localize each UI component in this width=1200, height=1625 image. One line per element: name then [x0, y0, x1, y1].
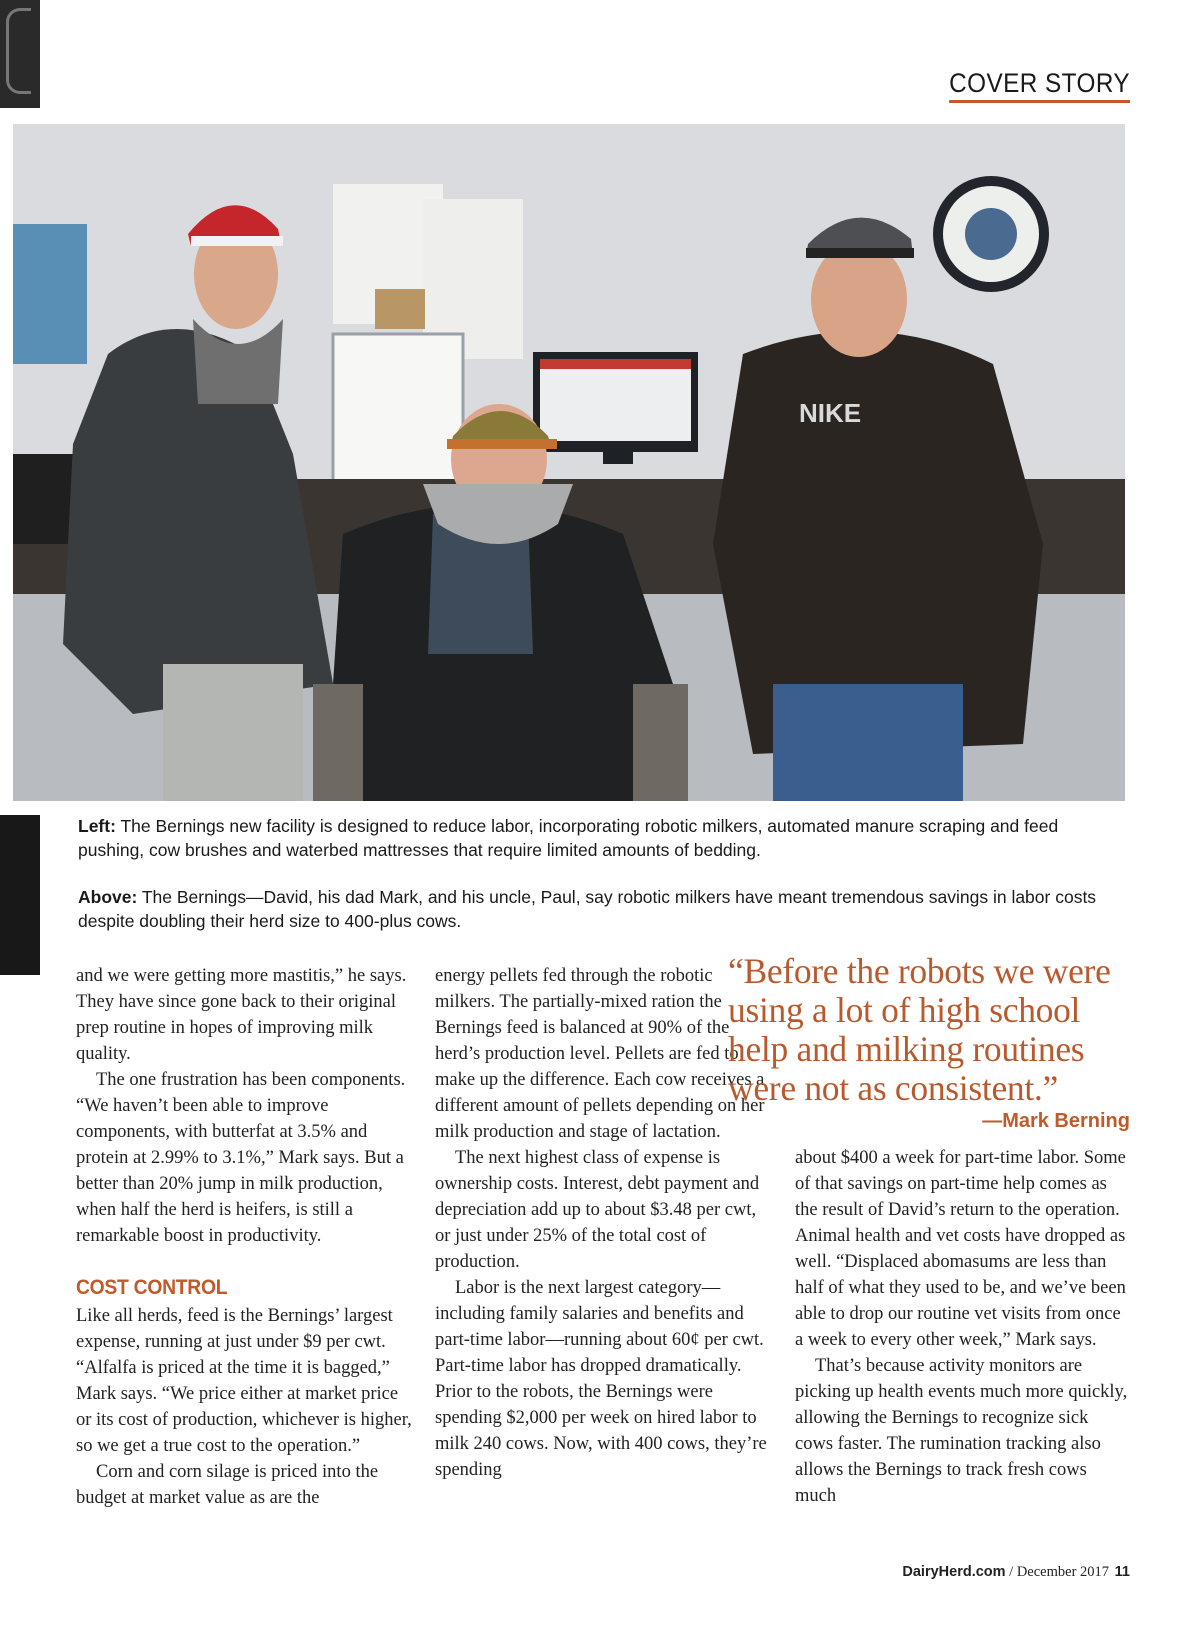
caption-left	[78, 814, 1128, 862]
paragraph: Corn and corn silage is priced into the budget at market value as are the	[76, 1462, 379, 1508]
svg-text:NIKE: NIKE	[799, 398, 862, 428]
caption-above	[78, 885, 1128, 933]
subhead-cost-control: COST CONTROL	[76, 1276, 228, 1299]
caption-above-text: The Bernings—David, his dad Mark, and his uncle, Paul, say robotic milkers have meant tremendous savings in labor costs despite doubling their herd size to 400-plus cows.	[78, 887, 1097, 931]
pull-quote-attribution: —Mark Berning	[982, 1110, 1130, 1132]
paragraph: Labor is the next largest category—including family salaries and benefits and part-time labor—running about 60¢ per cwt. Part-time labor has dropped dramatically. Prior to the robots, the Bernings were spending $2,000 per week on hired labor to milk 240 cows. Now, with 400 cows, they’re spending	[435, 1278, 767, 1480]
caption-above-lead: Above:	[78, 887, 138, 907]
photo-captions	[78, 814, 1128, 956]
paragraph: The one frustration has been components. “We haven’t been able to improve components, with butterfat at 3.5% and protein at 2.99% to 3.1%,” Mark says. But a better than 20% jump in milk production, when half the herd is heifers, is still a remarkable boost in productivity.	[76, 1070, 406, 1246]
body-column-2	[435, 963, 770, 1483]
caption-left-text: The Bernings new facility is designed to reduce labor, incorporating robotic milkers, automated manure scraping and feed pushing, cow brushes and waterbed mattresses that require limited amounts of bedding.	[78, 816, 1059, 860]
spread-edge-photo-top	[0, 0, 40, 108]
paragraph: That’s because activity monitors are picking up health events much more quickly, allowing the Bernings to recognize sick cows faster. The rumination tracking also allows the Bernings to track fresh cows much	[795, 1356, 1128, 1506]
body-column-1	[76, 963, 416, 1511]
pull-quote: “Before the robots we were using a lot of high school help and milking routines were not as consistent.”	[728, 951, 1111, 1108]
spread-edge-photo-side	[0, 815, 40, 975]
body-column-3	[795, 1145, 1130, 1509]
paragraph: energy pellets fed through the robotic milkers. The partially-mixed ration the Bernings feed is balanced at 90% of the herd’s production level. Pellets are fed to make up the difference. Each cow receives a different amount of pellets depending on her milk production and stage of lactation.	[435, 966, 765, 1142]
paragraph: about $400 a week for part-time labor. Some of that savings on part-time help comes as the result of David’s return to the operation. Animal health and vet costs have dropped as well. “Displaced abomasums are less than half of what they used to be, and we’ve been able to drop our routine vet visits from once a week to every other week,” Mark says.	[795, 1148, 1126, 1350]
page-footer	[902, 1564, 1130, 1581]
caption-left-lead: Left:	[78, 816, 116, 836]
cover-photo	[13, 124, 1125, 801]
page-number: 11	[1114, 1564, 1130, 1580]
footer-date: / December 2017	[1005, 1564, 1113, 1580]
section-label: COVER STORY	[949, 68, 1130, 103]
paragraph: Like all herds, feed is the Bernings’ largest expense, running at just under $9 per cwt. “Alfalfa is priced at the time it is bagged,” Mark says. “We price either at market price or its cost of production, whichever is higher, so we get a true cost to the operation.”	[76, 1306, 412, 1456]
footer-site: DairyHerd.com	[902, 1564, 1006, 1580]
paragraph: and we were getting more mastitis,” he says. They have since gone back to their original prep routine in hopes of improving milk quality.	[76, 966, 407, 1064]
paragraph: The next highest class of expense is ownership costs. Interest, debt payment and depreciation add up to about $3.48 per cwt, or just under 25% of the total cost of production.	[435, 1148, 760, 1272]
